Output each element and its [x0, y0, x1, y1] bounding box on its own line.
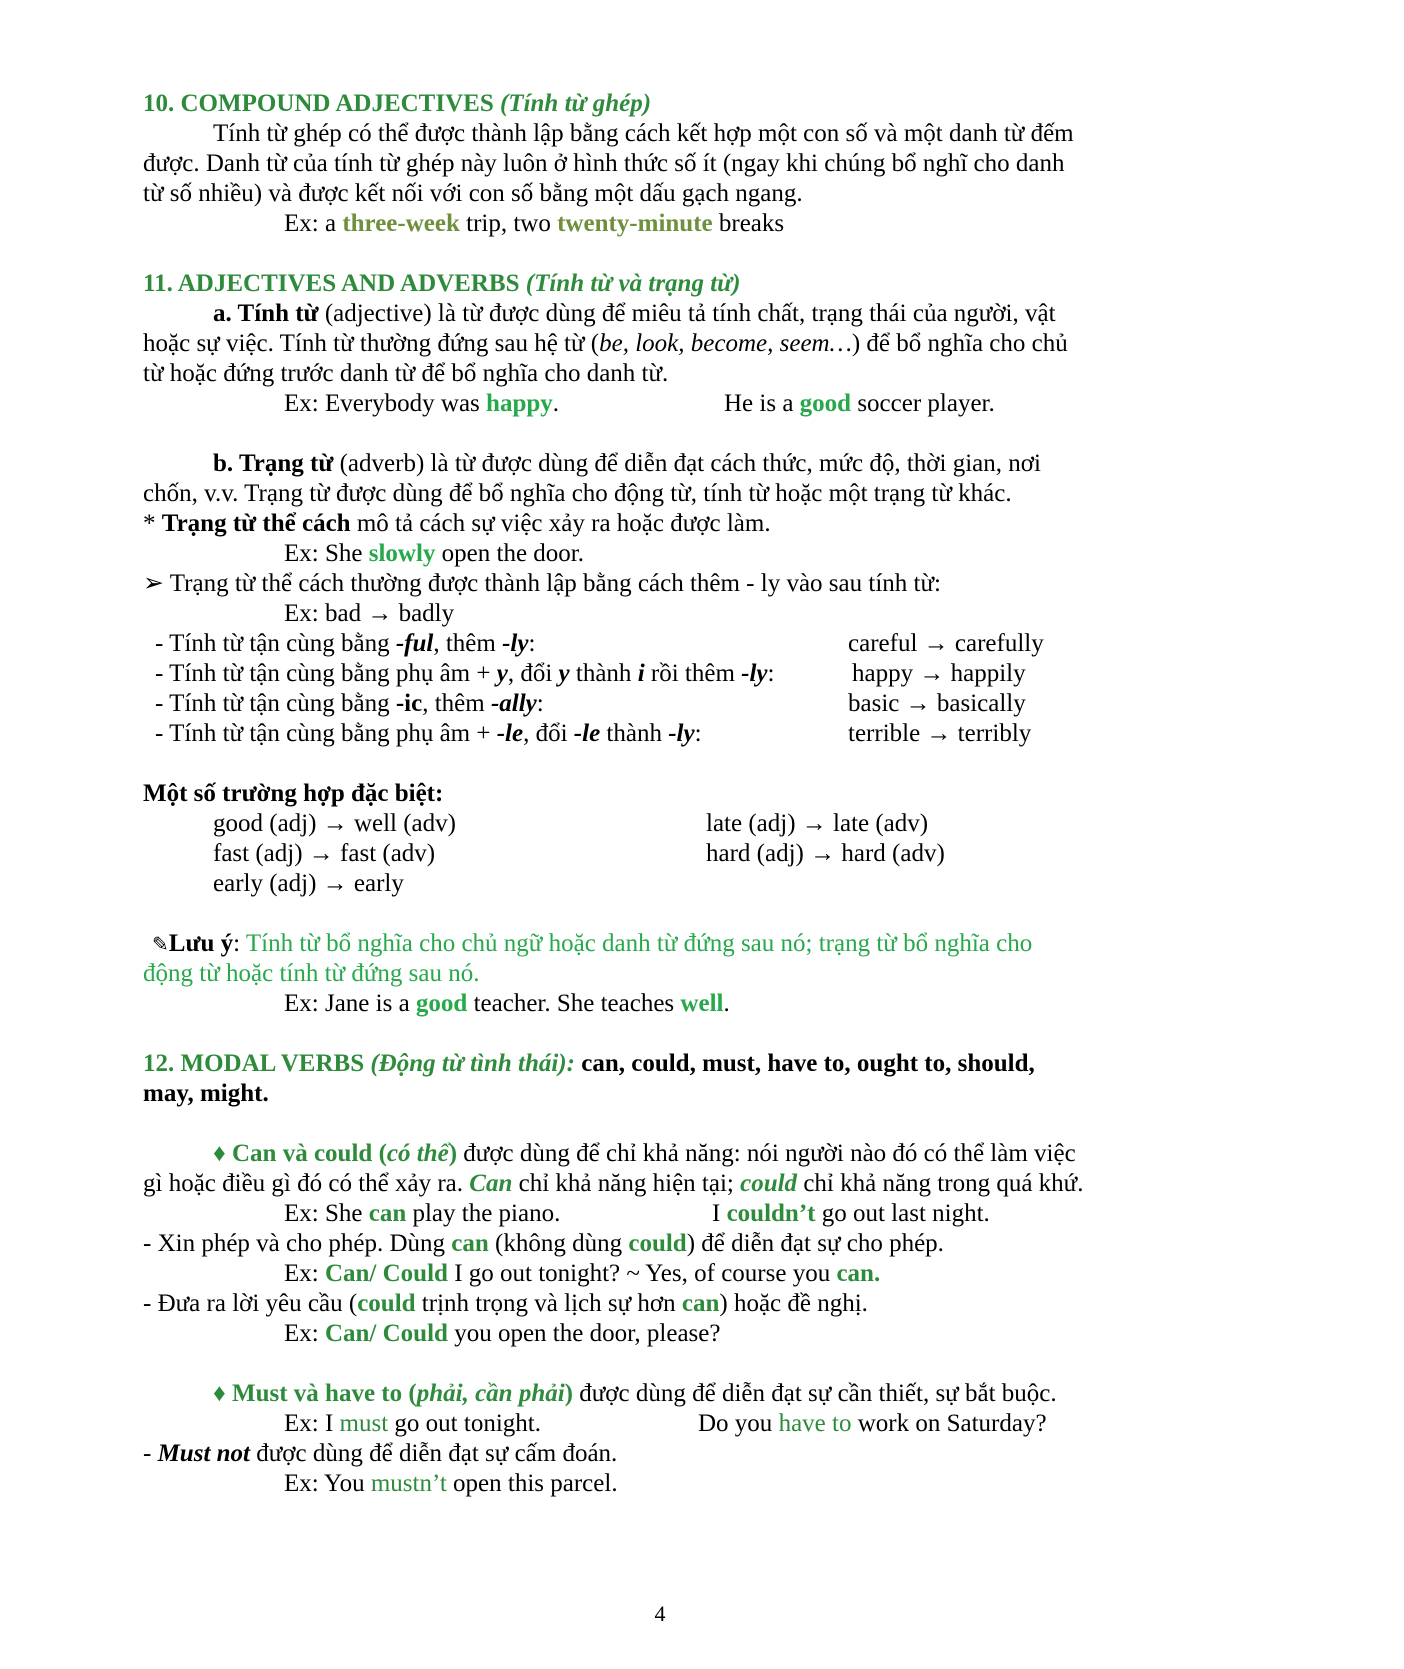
text: - Tính từ tận cùng bằng phụ âm + [155, 660, 497, 687]
paragraph-line [143, 1228, 944, 1259]
text: được dùng để diễn đạt sự cấm đoán. [250, 1440, 618, 1467]
example-line [284, 988, 730, 1019]
suffix: -ly [668, 720, 695, 747]
highlight: happy [486, 390, 553, 417]
paragraph-line [213, 448, 1041, 479]
text: gì hoặc điều gì đó có thể xảy ra. [143, 1170, 470, 1197]
note-line: động từ hoặc tính từ đứng sau nó. [143, 960, 480, 987]
suffix: y [558, 660, 570, 687]
special-case: good (adj) → well (adv) [213, 810, 456, 837]
paragraph-line: từ số nhiều) và được kết nối với con số bằng một dấu gạch ngang. [143, 180, 803, 207]
text: Ex: Everybody was [284, 390, 487, 417]
text: , đổi [523, 720, 574, 747]
section-10-heading [143, 88, 651, 119]
highlight: twenty-minute [557, 210, 713, 237]
heading-text: 12. MODAL VERBS [143, 1050, 371, 1077]
special-case: hard (adj) → hard (adv) [706, 840, 945, 867]
text: Ex: a [284, 210, 343, 237]
heading-vi: (Tính từ ghép) [499, 90, 652, 117]
text: Ex: She [284, 540, 369, 567]
text: go out tonight. [388, 1410, 541, 1437]
text: . [552, 390, 560, 417]
suffix: -le [496, 720, 524, 747]
text: rồi thêm [644, 660, 742, 687]
suffix: y [496, 660, 508, 687]
text: open this parcel. [446, 1470, 618, 1497]
highlight: slowly [368, 540, 436, 567]
text: chỉ khả năng hiện tại; [512, 1170, 741, 1197]
suffix: -ful [395, 630, 434, 657]
suffix: i [637, 660, 645, 687]
text: Ex: [284, 1260, 325, 1287]
highlight: can [681, 1290, 720, 1317]
text: open the door. [435, 540, 584, 567]
highlight: have to [778, 1410, 852, 1437]
text: (không dùng [488, 1230, 629, 1257]
example-line [284, 1468, 618, 1499]
text: play the piano. [406, 1200, 561, 1227]
paragraph-line: chốn, v.v. Trạng từ được dùng để bổ nghĩa cho động từ, tính từ hoặc một trạng từ khác. [143, 480, 1012, 507]
heading-vi: (Tính từ và trạng từ) [525, 270, 741, 297]
text: - Xin phép và cho phép. Dùng [143, 1230, 452, 1257]
highlight: mustn’t [370, 1470, 447, 1497]
text: , thêm [433, 630, 503, 657]
text: I go out tonight? ~ Yes, of course you [447, 1260, 837, 1287]
note-label: Lưu ý [168, 930, 234, 957]
suffix: -ally [490, 690, 537, 717]
highlight: well [680, 990, 724, 1017]
text: you open the door, please? [447, 1320, 721, 1347]
text: : [767, 660, 775, 687]
text: (adjective) là từ được dùng để miêu tả tính chất, trạng thái của người, vật [318, 300, 1056, 327]
text: ) để bổ nghĩa cho chủ [851, 330, 1068, 357]
text: trip, two [459, 210, 558, 237]
paragraph-line [143, 328, 1068, 359]
text: chỉ khả năng trong quá khứ. [797, 1170, 1084, 1197]
text: : [233, 930, 246, 957]
text: - Tính từ tận cùng bằng phụ âm + [155, 720, 497, 747]
text: mô tả cách sự việc xảy ra hoặc được làm. [350, 510, 771, 537]
rule-example: terrible → terribly [848, 720, 1032, 747]
example-line [284, 1318, 720, 1349]
special-case: early (adj) → early [213, 870, 404, 897]
text: Ex: Jane is a [284, 990, 416, 1017]
highlight: couldn’t [726, 1200, 816, 1227]
text: I [712, 1200, 727, 1227]
text: trịnh trọng và lịch sự hơn [415, 1290, 682, 1317]
paragraph-line [213, 298, 1056, 329]
note-line [152, 928, 1032, 960]
text: Ex: I [284, 1410, 340, 1437]
suffix: -le [573, 720, 601, 747]
text: , thêm [422, 690, 491, 717]
example-line [284, 1258, 880, 1289]
text: Ex: [284, 1320, 325, 1347]
highlight: could [357, 1290, 416, 1317]
bullet-term: ) [564, 1380, 573, 1407]
highlight: Can/ Could [324, 1320, 448, 1347]
example-line: Ex: bad → badly [284, 600, 455, 627]
example-line [712, 1198, 990, 1229]
text: Ex: You [284, 1470, 371, 1497]
special-case: fast (adj) → fast (adv) [213, 840, 436, 867]
highlight: can [451, 1230, 489, 1257]
text: go out last night. [815, 1200, 990, 1227]
section-12-heading-cont: may, might. [143, 1080, 269, 1107]
text: - [143, 1440, 158, 1467]
section-11-heading [143, 268, 740, 299]
heading-vi: (Động từ tình thái): [370, 1050, 575, 1077]
note-text: Tính từ bổ nghĩa cho chủ ngữ hoặc danh từ đứng sau nó; trạng từ bổ nghĩa cho [245, 930, 1033, 957]
text: thành [569, 660, 638, 687]
text: soccer player. [851, 390, 995, 417]
suffix: -ly [741, 660, 768, 687]
highlight: Can [469, 1170, 513, 1197]
example-line [284, 1408, 541, 1439]
text: được dùng để chỉ khả năng: nói người nào đó có thể làm việc [457, 1140, 1076, 1167]
highlight: good [799, 390, 852, 417]
paragraph-line [143, 1288, 868, 1319]
rule-line [155, 688, 544, 719]
paragraph-line [213, 1378, 1057, 1409]
example-line [284, 208, 784, 239]
special-cases-heading: Một số trường hợp đặc biệt: [143, 780, 444, 807]
bullet-term: ♦ Can và could ( [213, 1140, 387, 1167]
heading-rest: can, could, must, have to, ought to, should, [574, 1050, 1035, 1077]
text: - Tính từ tận cùng bằng [155, 690, 396, 717]
text: - Tính từ tận cùng bằng [155, 630, 396, 657]
text: work on Saturday? [851, 1410, 1047, 1437]
text: được dùng để diễn đạt sự cần thiết, sự bắt buộc. [573, 1380, 1057, 1407]
bold-term: a. Tính từ [213, 300, 319, 327]
highlight: Can/ Could [324, 1260, 448, 1287]
bold-term: Must not [157, 1440, 250, 1467]
suffix: -ly [502, 630, 529, 657]
paragraph-line: được. Danh từ của tính từ ghép này luôn ở hình thức số ít (ngay khi chúng bổ nghĩ cho danh [143, 150, 1065, 177]
text: Ex: She [284, 1200, 369, 1227]
text: He is a [724, 390, 800, 417]
paragraph-line: từ hoặc đứng trước danh từ để bổ nghĩa cho danh từ. [143, 360, 669, 387]
paragraph-line [143, 1438, 617, 1469]
paragraph-line [213, 1138, 1076, 1169]
bullet-term: ♦ Must và have to ( [213, 1380, 417, 1407]
example-line [724, 388, 995, 419]
highlight: good [415, 990, 468, 1017]
suffix: -ic [395, 690, 423, 717]
rule-example: careful → carefully [848, 630, 1044, 657]
text: Trạng từ thể cách thường được thành lập bằng cách thêm - ly vào sau tính từ: [163, 570, 941, 597]
arrow-bullet-icon: ➢ [143, 570, 164, 597]
example-line [284, 538, 584, 569]
rule-example: basic → basically [848, 690, 1026, 717]
text: thành [600, 720, 669, 747]
italic-text: be, look, become, seem… [599, 330, 852, 357]
text: : [694, 720, 702, 747]
section-12-heading [143, 1048, 1035, 1079]
text: : [536, 690, 544, 717]
heading-text: 10. COMPOUND ADJECTIVES [143, 90, 500, 117]
text: - Đưa ra lời yêu cầu ( [143, 1290, 358, 1317]
text: hoặc sự việc. Tính từ thường đứng sau hệ từ ( [143, 330, 600, 357]
bullet-term-vi: có thể [386, 1140, 449, 1167]
highlight: can. [836, 1260, 881, 1287]
highlight: can [368, 1200, 407, 1227]
text: breaks [712, 210, 785, 237]
rule-example: happy → happily [852, 660, 1026, 687]
highlight: must [339, 1410, 389, 1437]
bold-term: b. Trạng từ [213, 450, 334, 477]
text: teacher. She teaches [467, 990, 681, 1017]
heading-text: 11. ADJECTIVES AND ADVERBS [143, 270, 526, 297]
example-line [284, 1198, 560, 1229]
paragraph-line [143, 568, 941, 599]
text: * [143, 510, 162, 537]
paragraph-line [143, 508, 771, 539]
text: (adverb) là từ được dùng để diễn đạt cách thức, mức độ, thời gian, nơi [333, 450, 1041, 477]
text: . [723, 990, 730, 1017]
text: ) để diễn đạt sự cho phép. [686, 1230, 944, 1257]
pencil-icon: ✎ [152, 932, 169, 956]
bullet-term-vi: phải, cần phải [416, 1380, 565, 1407]
highlight: three-week [342, 210, 460, 237]
bullet-term: ) [448, 1140, 458, 1167]
text: Do you [698, 1410, 779, 1437]
rule-line [155, 718, 702, 749]
text: ) hoặc đề nghị. [719, 1290, 868, 1317]
highlight: could [628, 1230, 687, 1257]
bold-term: Trạng từ thể cách [161, 510, 351, 537]
text: , đổi [507, 660, 559, 687]
text: : [528, 630, 536, 657]
paragraph-line: Tính từ ghép có thể được thành lập bằng cách kết hợp một con số và một danh từ đếm [213, 120, 1074, 147]
rule-line [155, 628, 535, 659]
rule-line [155, 658, 774, 689]
paragraph-line [143, 1168, 1083, 1199]
example-line [284, 388, 559, 419]
special-case: late (adj) → late (adv) [706, 810, 929, 837]
page-number: 4 [654, 1601, 666, 1626]
example-line [698, 1408, 1047, 1439]
highlight: could [740, 1170, 798, 1197]
